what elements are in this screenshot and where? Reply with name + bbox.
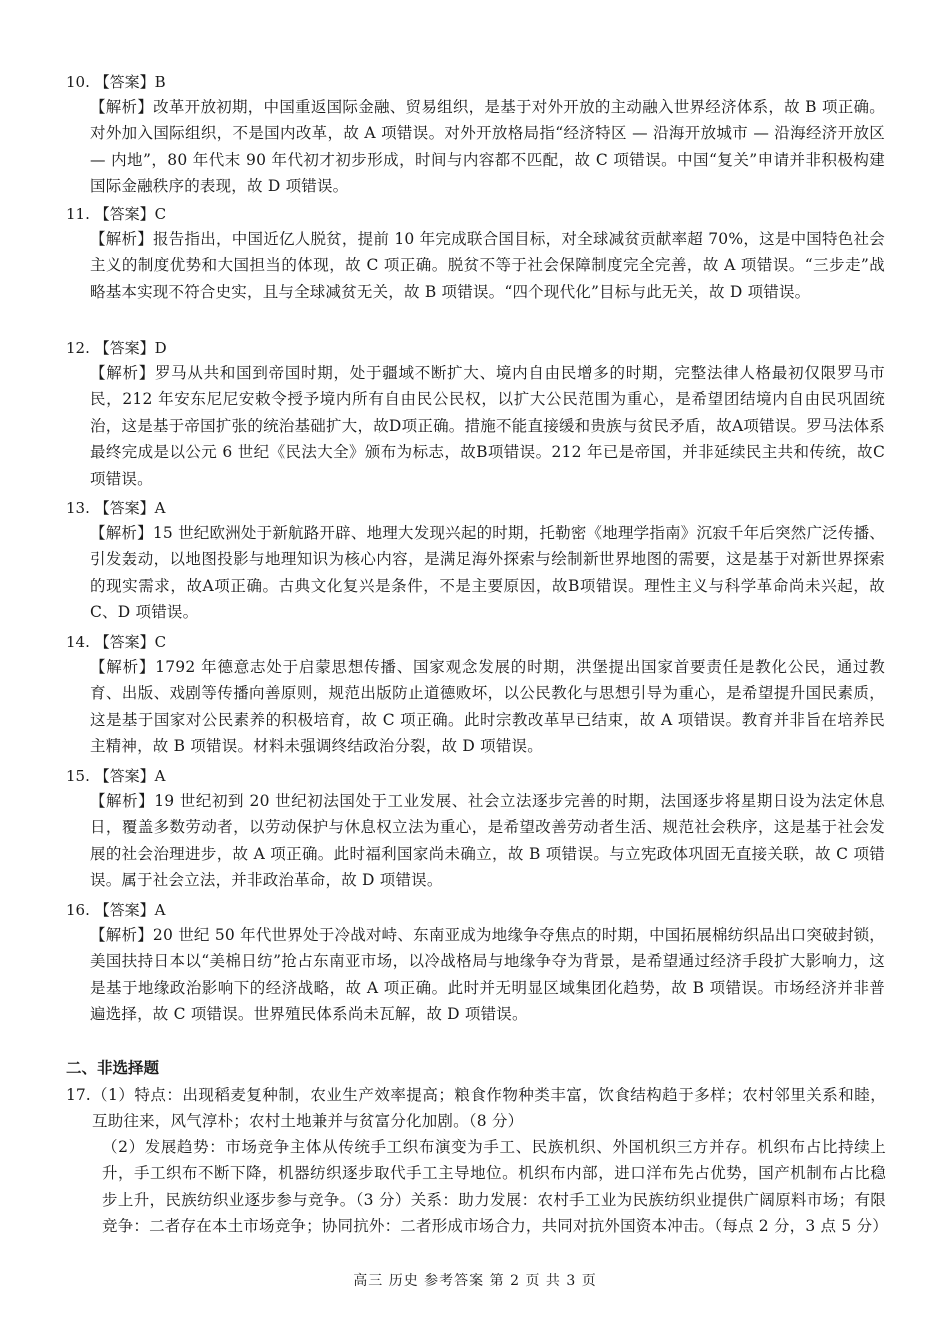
answer-label: 【答案】C <box>94 205 167 223</box>
question-15-analysis: 【解析】19 世纪初到 20 世纪初法国处于工业发展、社会立法逐步完善的时期，法国逐步将星期日设为法定休息日，覆盖多数劳动者，以劳动保护与休息权立法为重心，是希望改善劳动者生活、规范社会秩序，这是基于社会发展的社会治理进步，故 A 项正确。此时福利国家尚未确立，故 B 项错误。与立宪政体巩固无直接关联，故 C 项错误。属于社会立法，并非政治革命，故 D 项错误。 <box>90 792 885 890</box>
answer-label: 【答案】A <box>94 499 166 517</box>
question-11-analysis: 【解析】报告指出，中国近亿人脱贫，提前 10 年完成联合国目标，对全球减贫贡献率超 70%，这是中国特色社会主义的制度优势和大国担当的体现，故 C 项正确。脱贫不等于社会保障制度完全完善，故 A 项错误。“三步走”战略基本实现不符合史实，且与全球减贫无关，故 B 项错误。“四个现代化”目标与此无关，故 D 项错误。 <box>90 230 885 301</box>
answer-label: 【答案】B <box>94 73 166 91</box>
question-17-part-1: （1）特点：出现稻麦复种制，农业生产效率提高；粮食作物种类丰富，饮食结构趋于多样；农村邻里关系和睦，互助往来，风气淳朴；农村土地兼并与贫富分化加剧。（8 分） <box>92 1086 886 1131</box>
question-number: 10. <box>66 73 90 91</box>
question-number: 12. <box>66 339 90 357</box>
question-14-heading <box>66 630 166 654</box>
answer-label: 【答案】A <box>94 767 166 785</box>
question-11-heading <box>66 202 166 226</box>
question-number: 15. <box>66 767 90 785</box>
page-footer: 高三 历史 参考答案 第 2 页 共 3 页 <box>353 1273 597 1289</box>
question-number: 14. <box>66 633 90 651</box>
answer-label: 【答案】A <box>94 901 166 919</box>
question-10-analysis: 【解析】改革开放初期，中国重返国际金融、贸易组织，是基于对外开放的主动融入世界经济体系，故 B 项正确。对外加入国际组织，不是国内改革，故 A 项错误。对外开放格局指“经济特区 — 沿海开放城市 — 沿海经济开放区 — 内地”，80 年代末 90 年代初才初步形成，时间与内容都不匹配，故 C 项错误。中国“复关”申请并非积极构建国际金融秩序的表现，故 D 项错误。 <box>90 98 885 196</box>
question-16-heading <box>66 898 165 922</box>
question-17-number: 17. <box>66 1086 91 1104</box>
question-17-part-2: （2）发展趋势：市场竞争主体从传统手工织布演变为手工、民族机织、外国机织三方并存。机织布占比持续上升，手工织布不断下降，机器纺织逐步取代手工主导地位。机织布内部，进口洋布先占优势，国产机制布占比稳步上升，民族纺织业逐步参与竞争。（3 分）关系：助力发展：农村手工业为民族纺织业提供广阔原料市场；有限竞争：二者存在本土市场竞争；协同抗外：二者形成市场合力，共同对抗外国资本冲击。（每点 2 分，3 点 5 分） <box>102 1138 888 1236</box>
question-number: 16. <box>66 901 90 919</box>
question-13-analysis: 【解析】15 世纪欧洲处于新航路开辟、地理大发现兴起的时期，托勒密《地理学指南》沉寂千年后突然广泛传播、引发轰动，以地图投影与地理知识为核心内容，是满足海外探索与绘制新世界地图的需要，这是基于对新世界探索的现实需求，故A项正确。古典文化复兴是条件，不是主要原因，故B项错误。理性主义与科学革命尚未兴起，故 C、D 项错误。 <box>90 524 885 622</box>
section-title: 二、非选择题 <box>66 1059 160 1077</box>
question-number: 13. <box>66 499 90 517</box>
question-number: 11. <box>66 205 90 223</box>
question-13-heading <box>66 496 165 520</box>
question-16-analysis: 【解析】20 世纪 50 年代世界处于冷战对峙、东南亚成为地缘争夺焦点的时期，中国拓展棉纺织品出口突破封锁，美国扶持日本以“美棉日纺”抢占东南亚市场，以冷战格局与地缘争夺为背景，是希望通过经济手段扩大影响力，这是基于地缘政治影响下的经济战略，故 A 项正确。此时并无明显区域集团化趋势，故 B 项错误。市场经济并非普遍选择，故 C 项错误。世界殖民体系尚未瓦解，故 D 项错误。 <box>90 926 885 1024</box>
answer-label: 【答案】C <box>94 633 167 651</box>
answer-label: 【答案】D <box>94 339 167 357</box>
question-12-analysis: 【解析】罗马从共和国到帝国时期，处于疆域不断扩大、境内自由民增多的时期，完整法律人格最初仅限罗马市民，212 年安东尼尼安敕令授予境内所有自由民公民权，以扩大公民范围为重心，是希望团结境内自由民巩固统治，这是基于帝国扩张的统治基础扩大，故D项正确。措施不能直接缓和贵族与贫民矛盾，故A项错误。罗马法体系最终完成是以公元 6 世纪《民法大全》颁布为标志，故B项错误。212 年已是帝国，并非延续民主共和传统，故C项错误。 <box>90 364 885 488</box>
question-12-heading <box>66 336 167 360</box>
question-15-heading <box>66 764 165 788</box>
question-14-analysis: 【解析】1792 年德意志处于启蒙思想传播、国家观念发展的时期，洪堡提出国家首要责任是教化公民，通过教育、出版、戏剧等传播向善原则，规范出版防止道德败坏，以公民教化与思想引导为重心，是希望提升国民素质，这是基于国家对公民素养的积极培育，故 C 项正确。此时宗教改革早已结束，故 A 项错误。教育并非旨在培养民主精神，故 B 项错误。材料未强调终结政治分裂，故 D 项错误。 <box>90 658 885 756</box>
question-10-heading <box>66 70 166 94</box>
